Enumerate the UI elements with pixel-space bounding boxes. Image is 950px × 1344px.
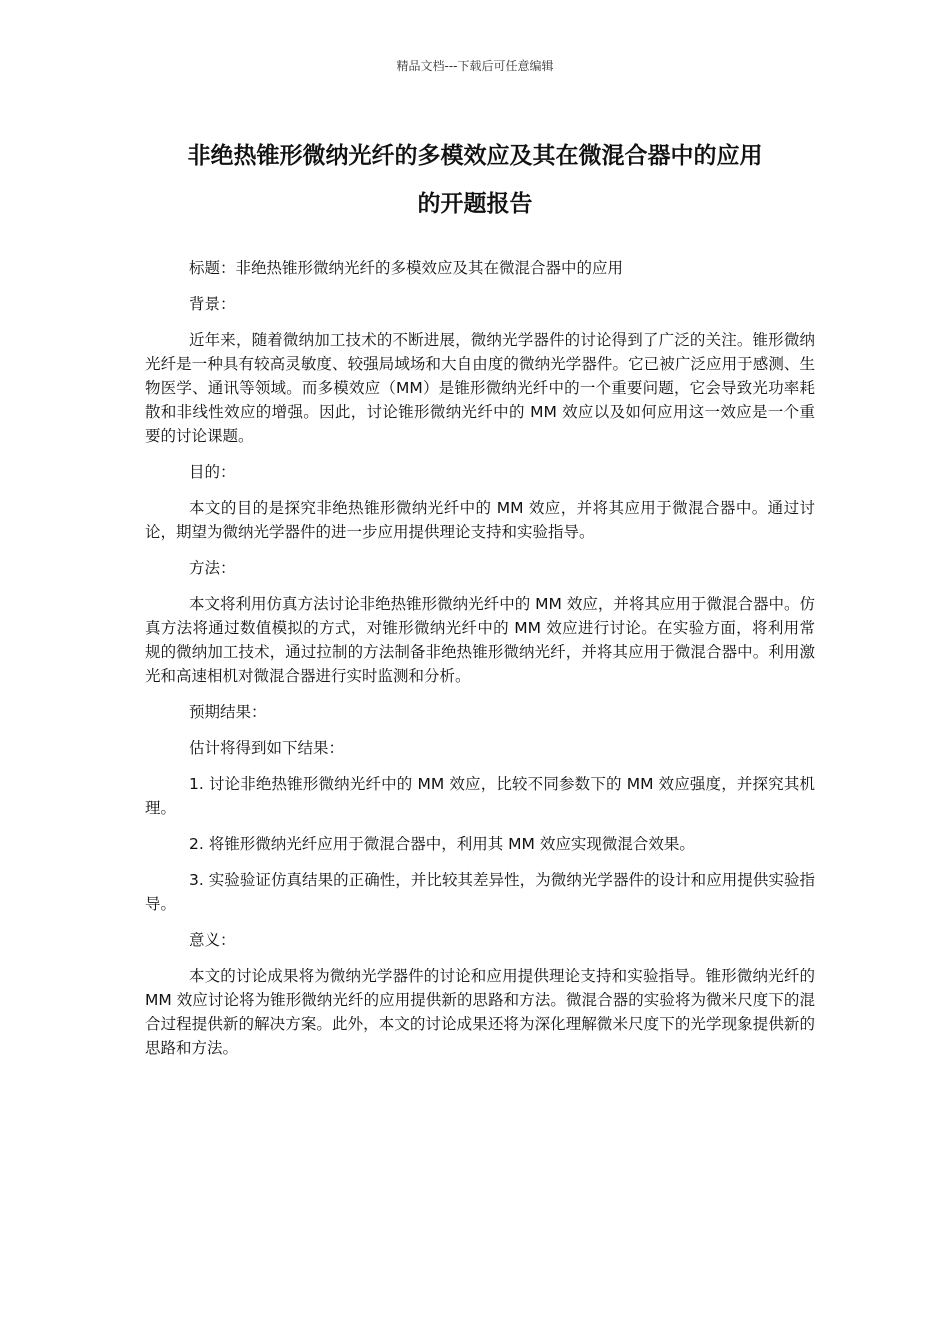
title-line-1: 非绝热锥形微纳光纤的多模效应及其在微混合器中的应用 bbox=[187, 143, 763, 169]
significance-paragraph: 本文的讨论成果将为微纳光学器件的讨论和应用提供理论支持和实验指导。锥形微纳光纤的 MM 效应讨论将为锥形微纳光纤的应用提供新的思路和方法。微混合器的实验将为微米尺度下的混合过程提供新的解决方案。此外，本文的讨论成果还将为深化理解微米尺度下的光学现象提供新的思路和方法。 bbox=[145, 967, 815, 1057]
section-heading-significance: 意义： bbox=[189, 931, 236, 949]
section-heading-background: 背景： bbox=[189, 295, 236, 313]
purpose-paragraph: 本文的目的是探究非绝热锥形微纳光纤中的 MM 效应，并将其应用于微混合器中。通过讨论，期望为微纳光学器件的进一步应用提供理论支持和实验指导。 bbox=[145, 499, 815, 541]
subject-line: 标题：非绝热锥形微纳光纤的多模效应及其在微混合器中的应用 bbox=[189, 259, 624, 277]
result-item-1: 1. 讨论非绝热锥形微纳光纤中的 MM 效应，比较不同参数下的 MM 效应强度，并探究其机理。 bbox=[145, 775, 815, 817]
section-heading-method: 方法： bbox=[189, 559, 236, 577]
document-body bbox=[145, 256, 815, 1072]
result-item-2: 2. 将锥形微纳光纤应用于微混合器中，利用其 MM 效应实现微混合效果。 bbox=[189, 835, 695, 853]
background-paragraph: 近年来，随着微纳加工技术的不断进展，微纳光学器件的讨论得到了广泛的关注。锥形微纳光纤是一种具有较高灵敏度、较强局域场和大自由度的微纳光学器件。它已被广泛应用于感测、生物医学、通讯等领域。而多模效应（MM）是锥形微纳光纤中的一个重要问题，它会导致光功率耗散和非线性效应的增强。因此，讨论锥形微纳光纤中的 MM 效应以及如何应用这一效应是一个重要的讨论课题。 bbox=[145, 331, 815, 445]
document-title bbox=[120, 132, 830, 228]
result-item-3: 3. 实验验证仿真结果的正确性，并比较其差异性，为微纳光学器件的设计和应用提供实验指导。 bbox=[145, 871, 815, 913]
title-line-2: 的开题报告 bbox=[417, 191, 533, 217]
header-note: 精品文档---下载后可任意编辑 bbox=[396, 59, 554, 73]
section-heading-purpose: 目的： bbox=[189, 463, 236, 481]
expected-results-intro: 估计将得到如下结果： bbox=[189, 739, 345, 757]
method-paragraph: 本文将利用仿真方法讨论非绝热锥形微纳光纤中的 MM 效应，并将其应用于微混合器中。仿真方法将通过数值模拟的方式，对锥形微纳光纤中的 MM 效应进行讨论。在实验方面，将利用常规的微纳加工技术，通过拉制的方法制备非绝热锥形微纳光纤，并将其应用于微混合器中。利用激光和高速相机对微混合器进行实时监测和分析。 bbox=[145, 595, 815, 685]
section-heading-expected-results: 预期结果： bbox=[189, 703, 267, 721]
